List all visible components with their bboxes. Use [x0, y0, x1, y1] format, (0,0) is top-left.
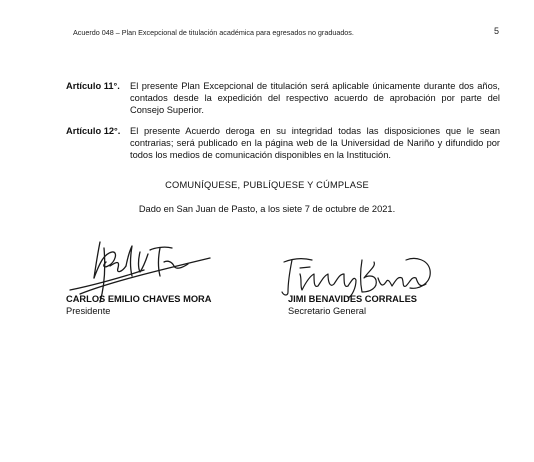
signatory-1-role: Presidente — [66, 306, 111, 316]
page-header: Acuerdo 048 – Plan Excepcional de titulación académica para egresados no graduados. — [73, 28, 354, 37]
closing-formula: COMUNÍQUESE, PUBLÍQUESE Y CÚMPLASE — [165, 180, 369, 190]
article-11-text: El presente Plan Excepcional de titulación será aplicable únicamente durante dos años, contados desde la expedición del respectivo acuerdo de aprobación por parte del Consejo Superior. — [130, 81, 500, 115]
article-12-text: El presente Acuerdo deroga en su integridad todas las disposiciones que le sean contrarias; será publicado en la página web de la Universidad de Nariño y difundido por todos los medios de comunicación disponibles en la Institución. — [130, 126, 500, 160]
signatory-2-role: Secretario General — [288, 306, 367, 316]
article-11 — [66, 80, 500, 116]
article-11-label: Artículo 11°. — [66, 81, 120, 91]
article-12-label: Artículo 12°. — [66, 126, 121, 136]
article-12 — [66, 125, 500, 161]
place-date: Dado en San Juan de Pasto, a los siete 7 de octubre de 2021. — [138, 204, 396, 214]
signatory-2-name: JIMI BENAVIDES CORRALES — [288, 294, 417, 304]
signatory-1-name: CARLOS EMILIO CHAVES MORA — [66, 294, 212, 304]
page-number: 5 — [494, 26, 500, 36]
